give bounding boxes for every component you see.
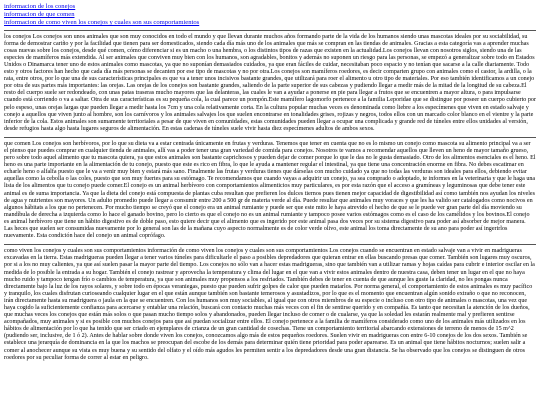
divider [4, 137, 536, 138]
paragraph-los-conejos: los conejos Los conejos son unos animales que son muy conocidos en todo el mundo y que llevan durante muchos años formando parte de la vida de los humanos siendo unas mascotas ideales por su sociabilidad, su forma de demostrar cariño y por la facilidad que tienen para ser domesticados, siendo cada día más uno de los animales que más se compran en las tiendas de animales. Gracias a esta categoría vas a aprender muchas cosas nuevas sobre los conejos, desde qué comen, cómo diferenciar si es un macho o una hembra, o los distintos tipos de razas que existen en la actualidad.Los conejos llevan con nosotros siglos, siendo una de las especies de mamíferos más extendida. Al ser animales que conviven muy bien con los humanos, son agradables, bonitos y además no suponen un riesgo para las personas, se empezó a generalizar sobre todo en Estados Unidos o Dinamarca tener uno de estos animales como mascotas, ya que no suponían demasiados cuidados, ya que eran fáciles de cuidar, necesitaban poco espacio y no tenían que sacarse a la calle diariamente. Todo esto y otros factores han hecho que cada día más personas se decanten por ese tipo de mascotas y no por otra.Los conejos son mamíferos roedores, es decir comparten grupo con animales como el castor, la ardilla, o la rata, entre otros, por lo que una de sus características principales es que va a tener unos incisivos bastante grandes, que utilizará para roer el alimento u otro tipo de materiales. Por eso también identificamos a un conejo por otra de sus partes más importantes: las orejas. Las orejas de los conejos son bastante grandes, saliendo de la parte superior de sus cabezas y pudiendo llegar a medir más de la mitad de la longitud de su cabeza.El resto del cuerpo suele ser redondeado, con unas patas traseras mucho mayores que las delanteras, las cuales le van a ayudar a ponerse en pie para llegar a frutos que se encuentren a mayor altura, o para impulsarse cuando está corriendo o va a saltar. Otra de sus características es su pequeña cola, la cual parece un pompón.Este mamífero lagomorfo pertenece a la familia Leporidae que se distingue por poseer un cuerpo cubierto por pelo espeso, unas orejas largas que pueden llegar a medir hasta los 7cm y una cola relativamente corta. En la cultura popular muchas veces es denominada como liebre a los especímenes que viven en estado salvaje y conejo a aquellos que viven junto al hombre, son los carnívoros y los animales salvajes los que suelen encontrarse en tonalidades grises, rojizas y negros, todos ellos con un marcado color blanco en el vientre y la parte inferior de la cola. Estos animales son sumamente territoriales a pesar de que viven en comunidades, estas comunidades pueden llegar a ocupar una complicada y grande red de túneles entre ellos unidades al versión, desde refugios hasta algo hasta lugares seguros de alimentación. En estas cadenas de túneles suele vivir hasta diez especímenes adultos de ambos sexos. [4, 33, 536, 132]
divider [4, 30, 536, 31]
divider [4, 244, 536, 245]
link-informacion-que-comen[interactable]: informacion de que comen [4, 11, 75, 19]
paragraph-que-comen: que comen Los conejos son herbívoros, por lo que su dieta va a estar centrada únicamente en frutas y verduras. Tenemos que tener en cuenta que no es lo mismo un conejo como mascota su alimento principal va a ser el pienso que puedes comprar en cualquier tienda de animales, allí vas a poder tener una gran variedad de comida para conejos. Nosotros te vamos a recomendar aquellos que lleven un heno de mayor tamaño grueso, pero sobre todo aquel alimento que tu mascota quiera, ya que estos animales son bastante caprichosos y pueden dejar de comer porque lo que le das no le gusta demasiado. Otro de los alimentos esenciales es el heno. El heno es una parte importante en la alimentación de tu conejo, puesto que este es rico en fibra, lo que le ayuda a mantener regular el intestinal, ya que tiene una concentración enorme en fibra. No debes escatimar en echarle heno o alfalfa puesto que le va a venir muy bien y estará más sano. Finalmente las frutas y verduras tienes que dárselas con mucho cuidado ya que no todas las verduras son ideales para ellos, debiendo evitar aquellas como la cebolla o las coles, puesto que son muy fuertes para su estómago. Te recomendamos que cuando vayas a adquirir un conejo, ya sea comprado o adoptado, te informes en la veterinaria y que le haga una lista de los alimentos que tu conejo puede comer.El conejo es un animal herbívoro con comportamientos alimenticios muy particulares, es por esta razón que el acceso a gramíneas y leguminosas que debe tener este animal es de suma importancia. Ya que la dieta del conejo está compuesta de plantas cuba resultan que prefieren los dulces tiernos pues tienen mejor capacidad de digestibilidad así como también nos ayudan los niveles de agua y nutrientes son mayores. Un adulto promedio puede llegar a consumir entre 200 a 500 gr de materia verde al día. Puede resultar que animales muy voraces y que les ha valido ser catalogados como nocivos en algunos hábitats a los que no pertenecen. Por mucho tiempo se creyó que el conejo era un animal rumiante y puede ser que este mito le haya atrevido el hecho de que se le puede ver gran parte del día moviendo su mandíbula de derecha a izquierda como lo hace el ganado bovino, pero lo cierto es que el conejo no es un animal rumiante y tampoco posee varios estómagos como es el caso de los camélidos y los bovinos.El conejo es animal herbívoro que tiene un hábito digestivo es de doble paso, esto quiere decir que el alimento que es ingerido por este animal pasa dos veces por su sistema digestivo para poder así absorber de mejor manera. Las heces que suelen ser consumidas nuevamente por lo general son las de la mañana cuyo aspecto normalmente es de color verde olivo, este animal los toma directamente de su ano para poder así ingerirlos nuevamente. Esta condición hace del conejo un animal coprófago. [4, 140, 536, 240]
link-informacion-como-viven[interactable]: informacion de como viven los conejos y cuales son sus comportamientos [4, 19, 200, 27]
link-informacion-conejos[interactable]: informacion de los conejos [4, 3, 76, 10]
link-list [4, 3, 536, 28]
paragraph-como-viven: como viven los conejos y cuales son sus comportamientos información de como viven los conejos y cuales son sus comportamientos Los conejos cuando se encuentran en estado salvaje van a vivir en madrigueras excavadas en la tierra. Estas madrigueras pueden llegar a tener varios túneles para dificultarle el paso a posibles depredadores que quieran entrar en ellas buscando presas que comer. También son lugares muy oscuros, por si a los no muy calientes, ya que así suelen pasar la mayor parte del tiempo. Los conejos no sólo van a hacer estas madrigueras, sino que también van a utilizar ramas y hojas caídas para cubrir e interior oscilar en la medida de lo posible la entrada a su hogar. También el conejo rastrear y aprovecha la temperatura y clima del lugar en el que van a vivir estos animales dentro de nuestra casa, deben tener un lugar en el que no haya mucho ruido y tampoco tengan frío o cambios de temperatura, ya que son animales muy propensos a los resfriados. También debes de tener en cuenta de que aunque les guste la claridad, no les pongas nunca directamente bajo la luz de los rayos solares, y sobre todo en épocas veraniegas, puesto que pueden sufrir golpes de calor que pueden matarlos. Por norma general, el comportamiento de estos animales es muy pacífico y tranquilo, los cuales disfrutan curioseando cualquier lugar en el que están aunque también son bastante temerosos y asustadizos, por lo que es el momento que encuentran algún sonido extraño o que no reconocen, irán directamente hasta su madriguera o jaula en la que se encuentren. Con los humanos son muy sociables, al igual que con otros miembros de su especie o incluso con otro tipo de animales o mascotas, una vez que haya cogido la suficientemente confianza para acercarse y entablar una relación, buscará con contacto muchas más veces con el fin de sentirse querido y en compañía. Es tanto que necesitan la atención de los dueños, que muchas veces los conejos que están más solos o que pasan mucho tiempo solos y abandonados, pueden llegar incluso de comer o de cualarse, ya que la soledad les estarán realmente mal y prefieren sentirse acompañados, muy animales y si es posible con muchos conejos para que así puedan socializar entre ellos. El conejo pertenece a la familia de mamíferos considerado como uno de los animales más utilizados en los hábitos de alimentación por lo que ha tenido que ser criado en ejemplares de crianza de un gran cantidad de cosechas. Tiene un comportamiento territorial abarcando extensiones de terreno de menos de 15 m^2 (pudiendo ser, inclusive, de 1 ó 2). Antes de hablar sobre donde viven los conejos, conozcamos algo más de estos pequeños roedores. Suelen vivir en madrigueras con entre 6-10 conejos de los dos sexos. También se establece una jerarquía de dominancia en la que los machos se preocupan del escobe de los demás para determinar quién tiene prioridad para poder aparearse. Es un animal que tiene hábitos nocturnos; suelen salir a comer al anochecer aunque su vista es muy buena y su sentido del olfato y el oído más agudos les permiten sentir a los depredadores desde una gran distancia. Se ha observado que los conejos se distinguen de otros roedores por su peculiar forma de correr al estar en peligro. [4, 248, 535, 361]
